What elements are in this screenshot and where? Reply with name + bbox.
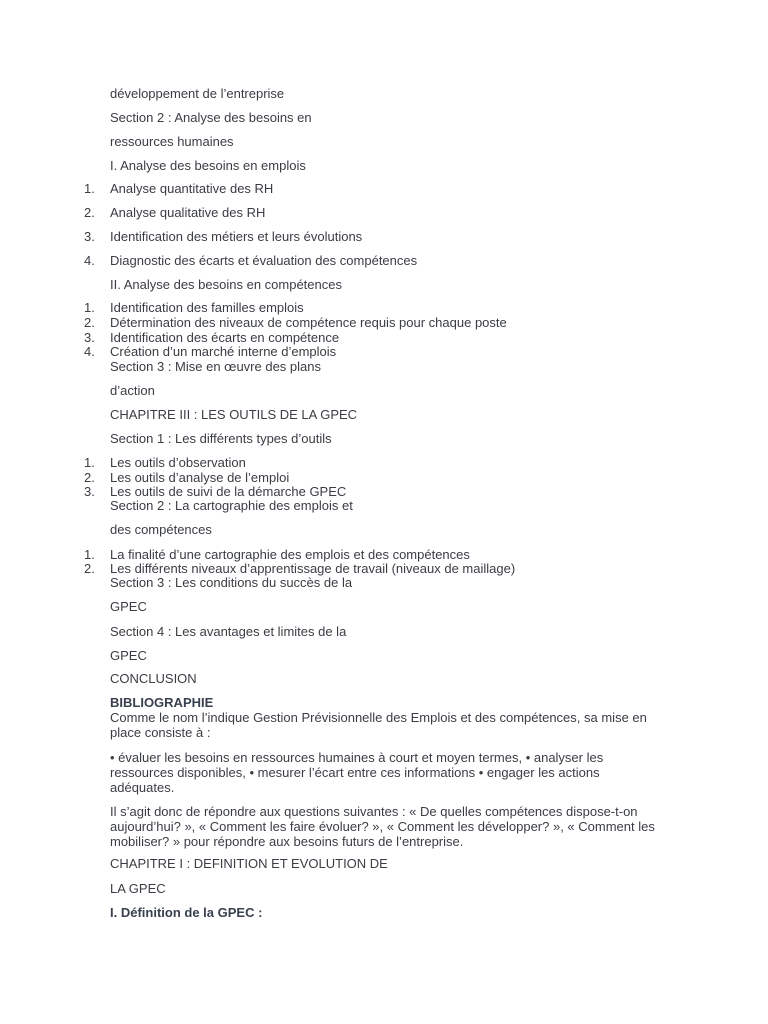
section-heading-cont: des compétences [110,522,212,537]
list-item: Les différents niveaux d’apprentissage de travail (niveaux de maillage) [110,561,516,576]
section-heading: Section 2 : La cartographie des emplois et [110,498,353,513]
list-item: La finalité d’une cartographie des emplois et des compétences [110,547,470,562]
section-heading: Section 2 : Analyse des besoins en [110,110,312,125]
list-item: Identification des écarts en compétence [110,330,340,345]
subsection-heading: I. Analyse des besoins en emplois [110,158,306,173]
conclusion-heading: CONCLUSION [110,671,197,686]
list-number: 1. [84,547,95,562]
list-item: Analyse qualitative des RH [110,205,266,220]
definition-heading: I. Définition de la GPEC : [110,905,263,920]
list-number: 2. [84,315,95,330]
list-item: Création d’un marché interne d’emplois [110,344,337,359]
text-line: développement de l’entreprise [110,86,285,101]
section-heading: Section 1 : Les différents types d’outils [110,431,332,446]
section-heading-cont: GPEC [110,599,147,614]
section-heading: Section 4 : Les avantages et limites de la [110,624,347,639]
list-number: 1. [84,300,95,315]
section-heading-cont: d’action [110,383,155,398]
paragraph: Comme le nom l’indique Gestion Prévisionnelle des Emplois et des compétences, sa mise en place consiste à : [110,710,647,740]
list-number: 1. [84,181,95,196]
bullet-paragraph: • évaluer les besoins en ressources humaines à court et moyen termes, • analyser les ressources disponibles, • mesurer l’écart entre ces informations • engager les actions adéquates. [110,750,604,795]
list-item: Les outils d’analyse de l’emploi [110,470,290,485]
bibliography-heading: BIBLIOGRAPHIE [110,695,214,710]
section-heading-cont: ressources humaines [110,134,234,149]
list-number: 3. [84,330,95,345]
chapter-heading: CHAPITRE III : LES OUTILS DE LA GPEC [110,407,358,422]
chapter-heading-cont: LA GPEC [110,881,166,896]
list-number: 2. [84,561,95,576]
list-item: Diagnostic des écarts et évaluation des compétences [110,253,418,268]
section-heading: Section 3 : Mise en œuvre des plans [110,359,321,374]
list-item: Détermination des niveaux de compétence requis pour chaque poste [110,315,507,330]
list-item: Analyse quantitative des RH [110,181,274,196]
list-item: Identification des métiers et leurs évolutions [110,229,363,244]
list-item: Identification des familles emplois [110,300,304,315]
chapter-heading: CHAPITRE I : DEFINITION ET EVOLUTION DE [110,856,388,871]
list-item: Les outils d’observation [110,455,246,470]
list-number: 3. [84,484,95,499]
section-heading-cont: GPEC [110,648,147,663]
list-number: 3. [84,229,95,244]
list-number: 4. [84,344,95,359]
list-item: Les outils de suivi de la démarche GPEC [110,484,347,499]
paragraph: Il s’agit donc de répondre aux questions suivantes : « De quelles compétences dispose-t-on aujourd’hui? », « Comment les faire évoluer? », « Comment les développer? », « Comment les mobiliser? » pour répondre aux besoins futurs de l’entreprise. [110,804,655,849]
list-number: 2. [84,205,95,220]
list-number: 1. [84,455,95,470]
section-heading: Section 3 : Les conditions du succès de la [110,575,353,590]
subsection-heading: II. Analyse des besoins en compétences [110,277,342,292]
list-number: 4. [84,253,95,268]
list-number: 2. [84,470,95,485]
